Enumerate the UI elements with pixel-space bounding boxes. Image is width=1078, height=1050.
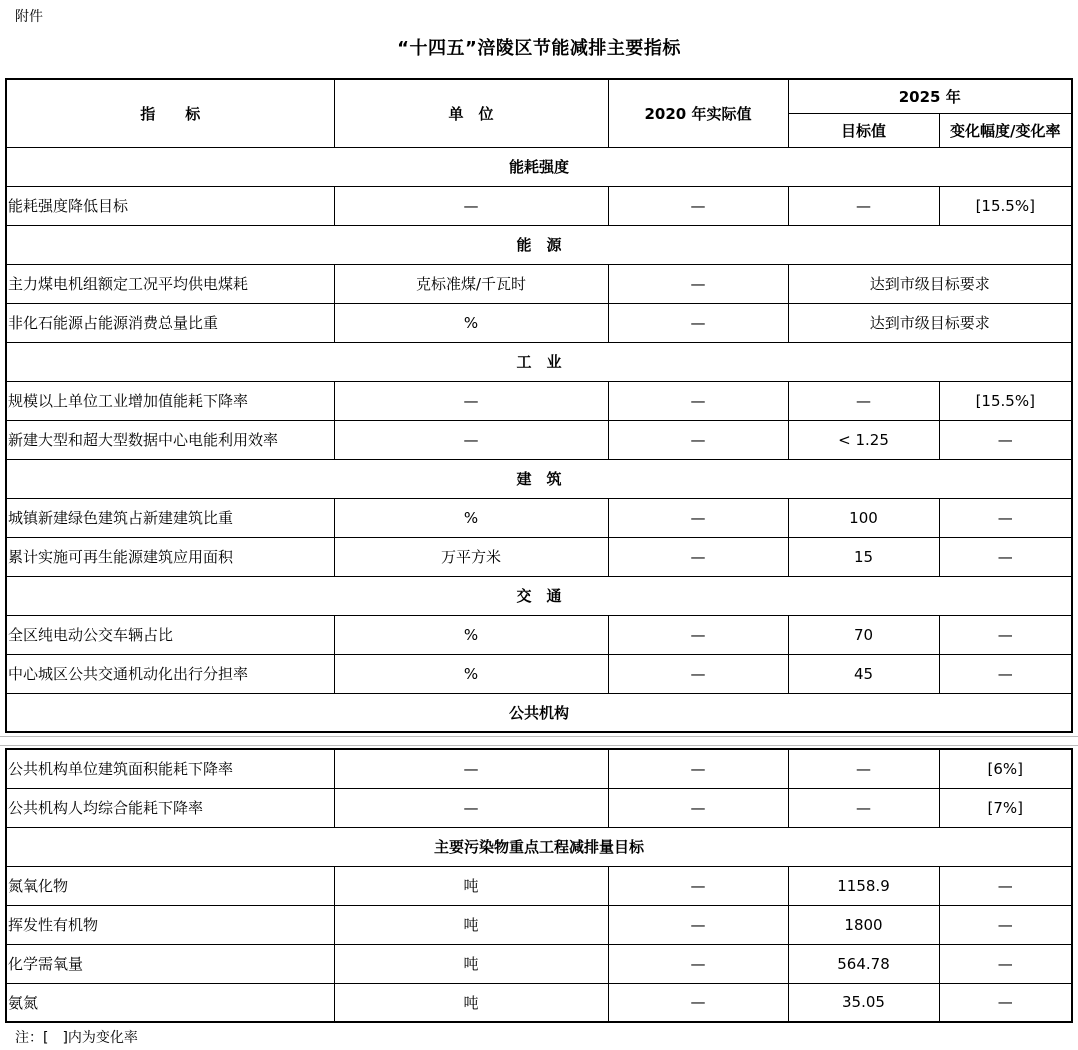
attachment-label: 附件 (15, 9, 43, 25)
target-cell: 15 (788, 537, 939, 576)
target-cell: 35.05 (788, 983, 939, 1022)
table-row (6, 303, 1072, 342)
actual-2020-cell: — (608, 749, 788, 788)
header-change: 变化幅度/变化率 (939, 113, 1072, 147)
change-cell: — (939, 654, 1072, 693)
indicator-cell: 累计实施可再生能源建筑应用面积 (6, 537, 334, 576)
section-header-row (6, 576, 1072, 615)
header-actual-2020: 2020 年实际值 (608, 79, 788, 147)
actual-2020-cell: — (608, 866, 788, 905)
target-cell: < 1.25 (788, 420, 939, 459)
unit-cell: — (334, 788, 608, 827)
indicator-cell: 能耗强度降低目标 (6, 186, 334, 225)
section-title: 主要污染物重点工程减排量目标 (6, 827, 1072, 866)
indicator-cell: 规模以上单位工业增加值能耗下降率 (6, 381, 334, 420)
section-header-row (6, 225, 1072, 264)
table-row (6, 866, 1072, 905)
indicator-cell: 氮氧化物 (6, 866, 334, 905)
table-row (6, 905, 1072, 944)
indicator-cell: 新建大型和超大型数据中心电能利用效率 (6, 420, 334, 459)
actual-2020-cell: — (608, 905, 788, 944)
actual-2020-cell: — (608, 944, 788, 983)
target-cell: 45 (788, 654, 939, 693)
unit-cell: 吨 (334, 983, 608, 1022)
unit-cell: — (334, 381, 608, 420)
unit-cell: % (334, 303, 608, 342)
indicator-table-part1 (5, 78, 1073, 733)
actual-2020-cell: — (608, 788, 788, 827)
actual-2020-cell: — (608, 420, 788, 459)
change-cell: — (939, 944, 1072, 983)
change-cell: [15.5%] (939, 381, 1072, 420)
table-row (6, 944, 1072, 983)
section-title: 交 通 (6, 576, 1072, 615)
target-cell: 70 (788, 615, 939, 654)
header-year-2025: 2025 年 (788, 79, 1072, 113)
table-row (6, 615, 1072, 654)
change-cell: — (939, 498, 1072, 537)
indicator-table-part2 (5, 748, 1073, 1023)
actual-2020-cell: — (608, 537, 788, 576)
indicator-cell: 主力煤电机组额定工况平均供电煤耗 (6, 264, 334, 303)
actual-2020-cell: — (608, 654, 788, 693)
unit-cell: 吨 (334, 866, 608, 905)
section-header-row (6, 459, 1072, 498)
indicator-cell: 全区纯电动公交车辆占比 (6, 615, 334, 654)
header-indicator: 指 标 (6, 79, 334, 147)
target-cell: 1158.9 (788, 866, 939, 905)
table-row (6, 381, 1072, 420)
change-cell: — (939, 420, 1072, 459)
section-header-row (6, 827, 1072, 866)
target-cell: 564.78 (788, 944, 939, 983)
change-cell: [7%] (939, 788, 1072, 827)
unit-cell: % (334, 498, 608, 537)
table-row (6, 498, 1072, 537)
header-row-1 (6, 79, 1072, 113)
table-row (6, 983, 1072, 1022)
indicator-cell: 非化石能源占能源消费总量比重 (6, 303, 334, 342)
indicator-cell: 挥发性有机物 (6, 905, 334, 944)
indicator-cell: 化学需氧量 (6, 944, 334, 983)
target-cell: 1800 (788, 905, 939, 944)
actual-2020-cell: — (608, 303, 788, 342)
unit-cell: % (334, 615, 608, 654)
section-title: 能 源 (6, 225, 1072, 264)
table-row (6, 749, 1072, 788)
change-cell: [15.5%] (939, 186, 1072, 225)
indicator-cell: 公共机构人均综合能耗下降率 (6, 788, 334, 827)
unit-cell: — (334, 420, 608, 459)
section-header-row (6, 147, 1072, 186)
indicator-cell: 城镇新建绿色建筑占新建建筑比重 (6, 498, 334, 537)
table-row (6, 264, 1072, 303)
table-row (6, 654, 1072, 693)
table-row (6, 420, 1072, 459)
target-cell: — (788, 381, 939, 420)
section-header-row (6, 342, 1072, 381)
unit-cell: 吨 (334, 905, 608, 944)
section-title: 公共机构 (6, 693, 1072, 732)
table-row (6, 788, 1072, 827)
footnote: 注：[ ]内为变化率 (15, 1030, 138, 1046)
section-title: 建 筑 (6, 459, 1072, 498)
target-cell: — (788, 186, 939, 225)
target-cell: 100 (788, 498, 939, 537)
indicator-cell: 中心城区公共交通机动化出行分担率 (6, 654, 334, 693)
actual-2020-cell: — (608, 381, 788, 420)
change-cell: — (939, 866, 1072, 905)
actual-2020-cell: — (608, 186, 788, 225)
page-break-marker (0, 736, 1078, 746)
actual-2020-cell: — (608, 983, 788, 1022)
target-cell: — (788, 749, 939, 788)
unit-cell: — (334, 186, 608, 225)
header-target: 目标值 (788, 113, 939, 147)
actual-2020-cell: — (608, 264, 788, 303)
change-cell: — (939, 537, 1072, 576)
section-title: 能耗强度 (6, 147, 1072, 186)
unit-cell: 吨 (334, 944, 608, 983)
unit-cell: % (334, 654, 608, 693)
table-row (6, 186, 1072, 225)
document-title: “十四五”涪陵区节能减排主要指标 (397, 38, 681, 59)
actual-2020-cell: — (608, 615, 788, 654)
change-cell: [6%] (939, 749, 1072, 788)
unit-cell: 万平方米 (334, 537, 608, 576)
table-row (6, 537, 1072, 576)
section-header-row (6, 693, 1072, 732)
unit-cell: 克标准煤/千瓦时 (334, 264, 608, 303)
indicator-cell: 公共机构单位建筑面积能耗下降率 (6, 749, 334, 788)
change-cell: — (939, 983, 1072, 1022)
actual-2020-cell: — (608, 498, 788, 537)
change-cell: — (939, 905, 1072, 944)
section-title: 工 业 (6, 342, 1072, 381)
change-cell: — (939, 615, 1072, 654)
target-merged-cell: 达到市级目标要求 (788, 264, 1072, 303)
indicator-cell: 氨氮 (6, 983, 334, 1022)
unit-cell: — (334, 749, 608, 788)
target-merged-cell: 达到市级目标要求 (788, 303, 1072, 342)
target-cell: — (788, 788, 939, 827)
header-unit: 单 位 (334, 79, 608, 147)
